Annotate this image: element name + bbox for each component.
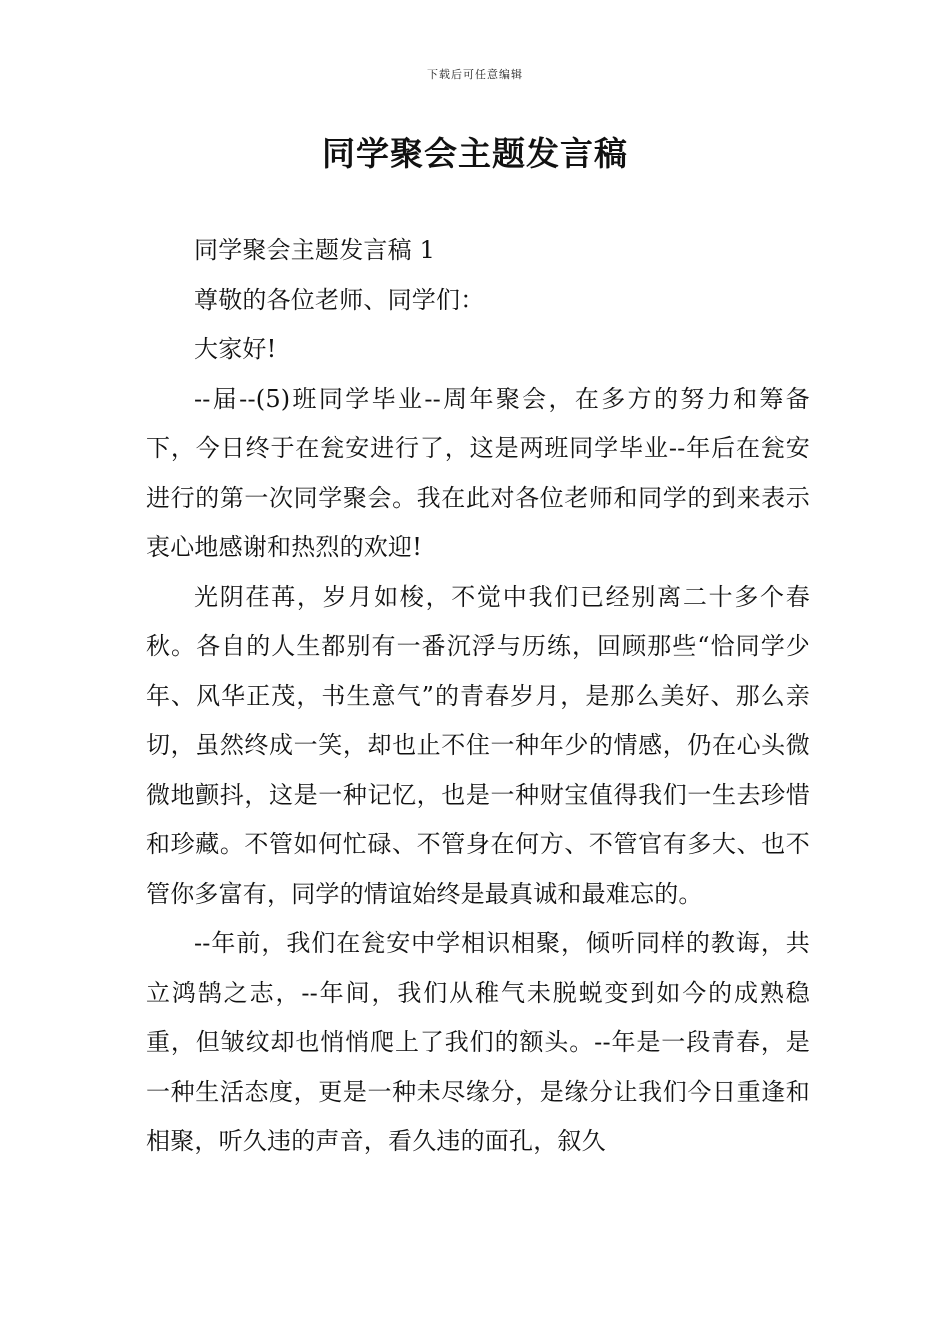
body-paragraph: --届--(5)班同学毕业--周年聚会，在多方的努力和筹备下，今日终于在瓮安进行了，这是两班同学毕业--年后在瓮安进行的第一次同学聚会。我在此对各位老师和同学的到来表示衷心地感谢和热烈的欢迎! — [146, 384, 810, 561]
greeting-paragraph: 大家好! — [194, 335, 277, 363]
subtitle-paragraph: 同学聚会主题发言稿 1 — [194, 236, 436, 264]
document-title: 同学聚会主题发言稿 — [322, 134, 628, 173]
document-body — [146, 226, 810, 1167]
header-note: 下载后可任意编辑 — [427, 68, 523, 81]
body-paragraph: 光阴荏苒，岁月如梭，不觉中我们已经别离二十多个春秋。各自的人生都别有一番沉浮与历练，回顾那些“恰同学少年、风华正茂，书生意气”的青春岁月，是那么美好、那么亲切，虽然终成一笑，却也止不住一种年少的情感，仍在心头微微地颤抖，这是一种记忆，也是一种财宝值得我们一生去珍惜和珍藏。不管如何忙碌、不管身在何方、不管官有多大、也不管你多富有，同学的情谊始终是最真诚和最难忘的。 — [146, 582, 810, 908]
salutation-paragraph: 尊敬的各位老师、同学们： — [194, 285, 485, 314]
body-paragraph: --年前，我们在瓮安中学相识相聚，倾听同样的教诲，共立鸿鹄之志，--年间，我们从稚气未脱蜕变到如今的成熟稳重，但皱纹却也悄悄爬上了我们的额头。--年是一段青春，是一种生活态度，更是一种未尽缘分，是缘分让我们今日重逢和相聚，听久违的声音，看久违的面孔，叙久 — [146, 929, 810, 1155]
